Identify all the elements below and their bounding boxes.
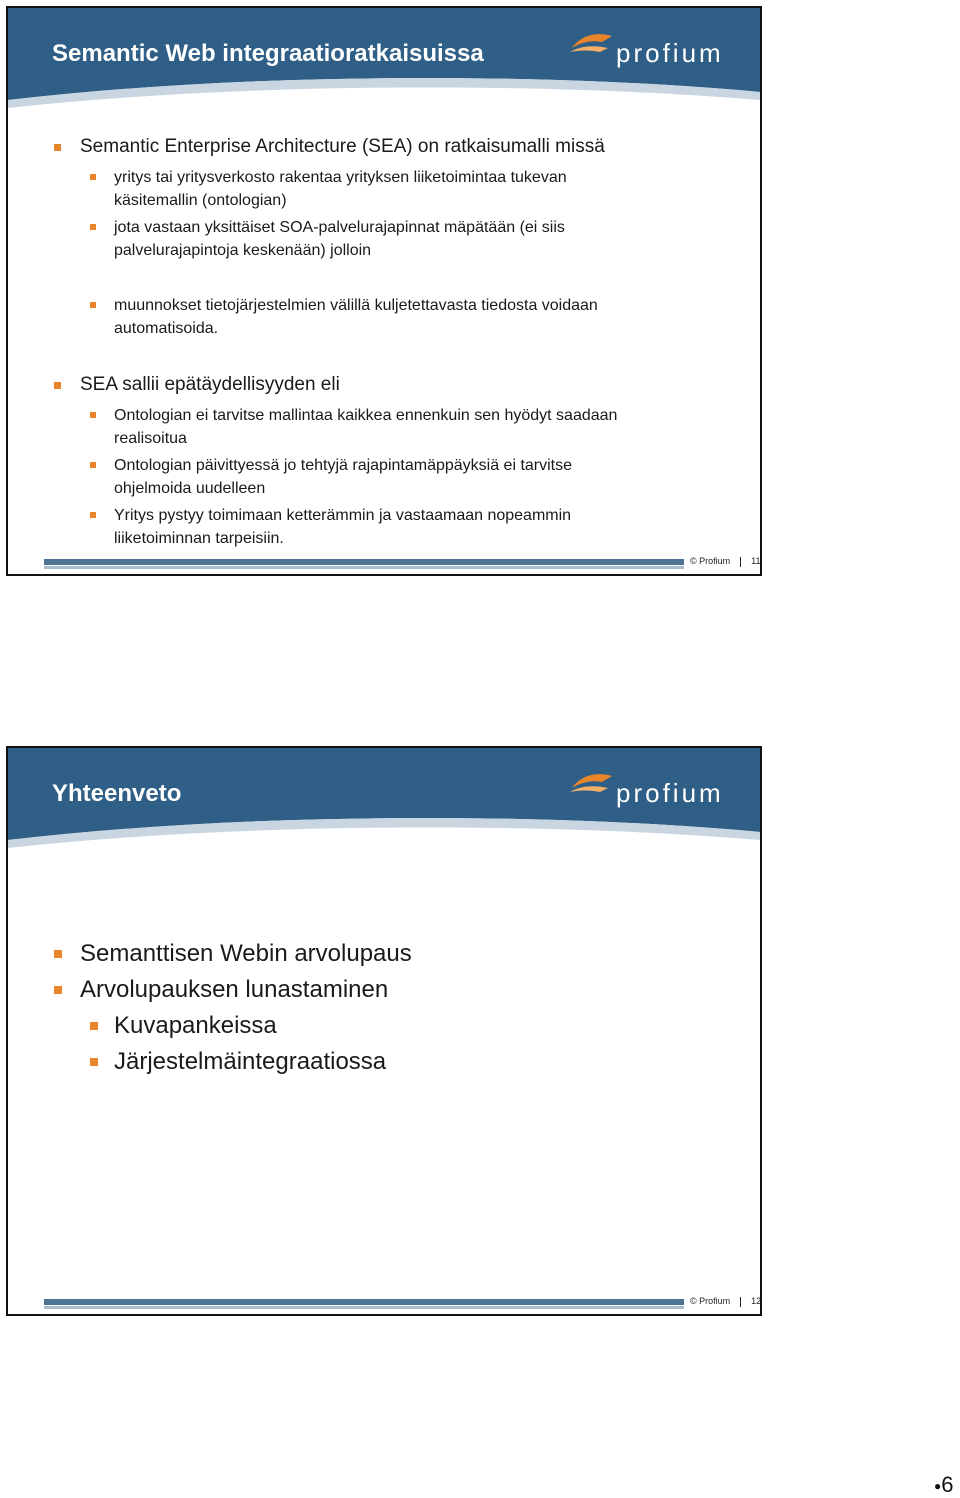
footer-page-number: 11	[751, 556, 761, 566]
bullet-icon	[54, 144, 61, 151]
sub-bullet-text: käsitemallin (ontologian)	[114, 192, 287, 209]
footer-label	[690, 556, 760, 567]
bullet-icon	[90, 462, 96, 468]
bullet-icon	[90, 412, 96, 418]
sub-bullet-text: Järjestelmäintegraatiossa	[114, 1048, 387, 1075]
footer-bar	[44, 559, 684, 565]
sub-bullet-text: liiketoiminnan tarpeisiin.	[114, 530, 284, 547]
slide-11	[6, 6, 762, 576]
footer-bar-light	[44, 566, 684, 569]
bullet-icon	[54, 986, 62, 994]
sub-bullet-text: Ontologian päivittyessä jo tehtyjä rajapintamäppäyksiä ei tarvitse	[114, 457, 573, 474]
sub-bullet-text: muunnokset tietojärjestelmien välillä kuljetettavasta tiedosta voidaan	[114, 297, 598, 314]
logo-text: profium	[616, 38, 724, 68]
document-page-number	[934, 1472, 954, 1498]
sub-bullet-text: yritys tai yritysverkosto rakentaa yrityksen liiketoimintaa tukevan	[114, 169, 567, 186]
sub-bullet-text: automatisoida.	[114, 320, 219, 337]
sub-bullet-text: Kuvapankeissa	[114, 1012, 277, 1039]
slide-header	[8, 748, 760, 873]
profium-logo	[568, 26, 748, 74]
bullet-text: Semanttisen Webin arvolupaus	[80, 940, 412, 967]
slide-footer	[8, 554, 760, 574]
footer-bar	[44, 1299, 684, 1305]
bullet-icon	[54, 382, 61, 389]
slide-title: Semantic Web integraatioratkaisuissa	[52, 40, 484, 67]
profium-logo-icon	[568, 26, 618, 60]
footer-label	[690, 1296, 761, 1307]
profium-logo-icon	[568, 766, 618, 800]
bullet-icon	[54, 950, 62, 958]
sub-bullet-text: Yritys pystyy toimimaan ketterämmin ja vastaamaan nopeammin	[114, 507, 572, 524]
bullet-text: Semantic Enterprise Architecture (SEA) on ratkaisumalli missä	[80, 136, 605, 157]
bullet-icon	[90, 302, 96, 308]
profium-logo	[568, 766, 748, 814]
sub-bullet-text: jota vastaan yksittäiset SOA-palvelurajapinnat mäpätään (ei siis	[114, 219, 565, 236]
logo-text: profium	[616, 778, 724, 808]
footer-page-number: 12	[751, 1296, 762, 1306]
slide-title: Yhteenveto	[52, 780, 182, 807]
sub-bullet-text: ohjelmoida uudelleen	[114, 480, 266, 497]
footer-bar-light	[44, 1306, 684, 1309]
bullet-icon	[90, 224, 96, 230]
bullet-icon	[90, 512, 96, 518]
slide-footer	[8, 1294, 760, 1314]
bullet-icon	[90, 1022, 98, 1030]
bullet-icon	[90, 1058, 98, 1066]
bullet-text: SEA sallii epätäydellisyyden eli	[80, 374, 340, 395]
footer-copyright: © Profium	[690, 1296, 731, 1306]
page-number-value: 6	[941, 1472, 954, 1497]
bullet-dot-icon: ●	[934, 1479, 942, 1494]
bullet-icon	[90, 174, 96, 180]
bullet-text: Arvolupauksen lunastaminen	[80, 976, 389, 1003]
sub-bullet-text: Ontologian ei tarvitse mallintaa kaikkea ennenkuin sen hyödyt saadaan	[114, 407, 618, 424]
slide-header	[8, 8, 760, 133]
sub-bullet-text: palvelurajapintoja keskenään) jolloin	[114, 242, 372, 259]
slide-12	[6, 746, 762, 1316]
sub-bullet-text: realisoitua	[114, 430, 187, 447]
footer-copyright: © Profium	[690, 556, 731, 566]
